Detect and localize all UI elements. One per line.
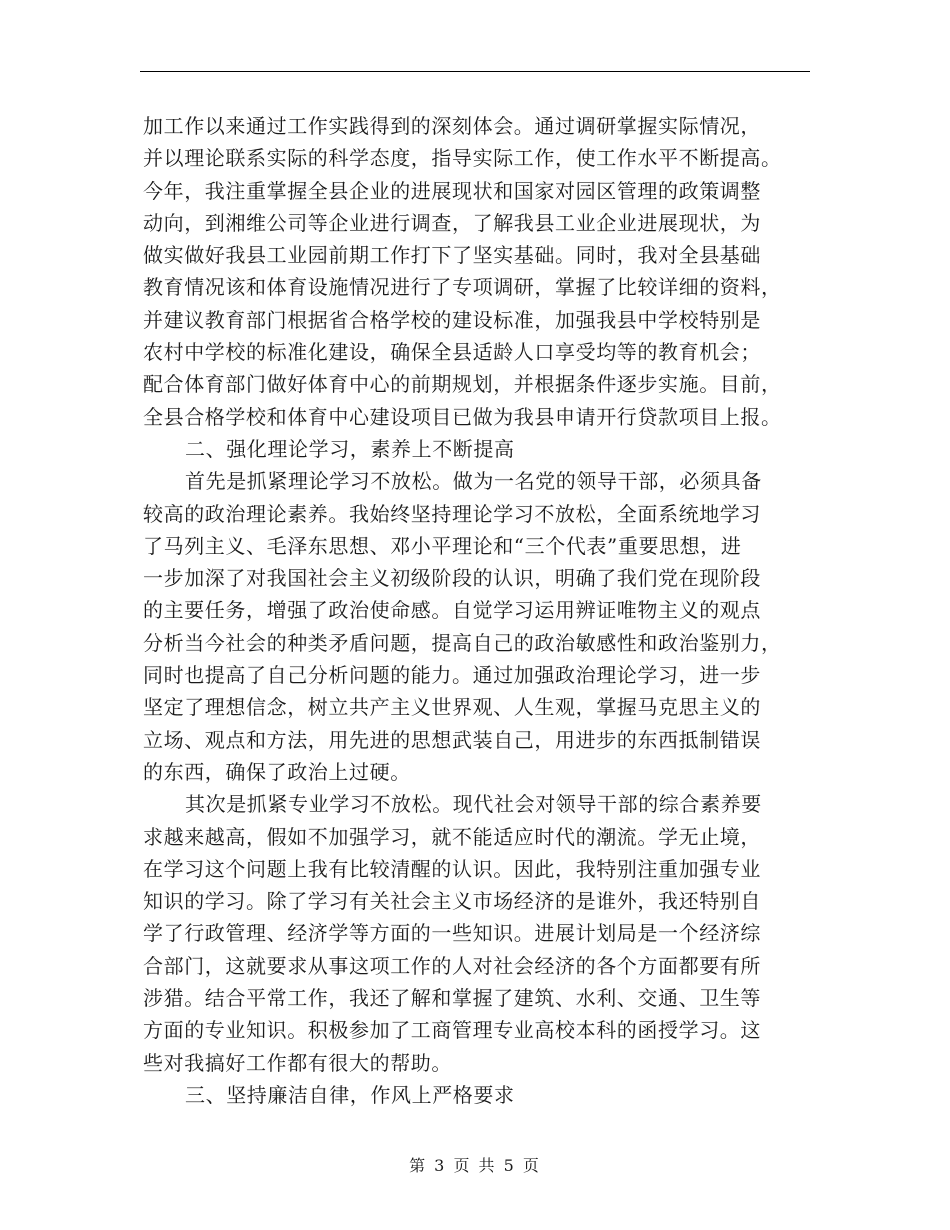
paragraph-line: 了马列主义、毛泽东思想、邓小平理论和“三个代表”重要思想，进 — [143, 533, 742, 558]
body-text — [143, 110, 815, 1111]
paragraph-line: 较高的政治理论素养。我始终坚持理论学习不放松，全面系统地学习 — [143, 501, 761, 526]
paragraph-line: 同时也提高了自己分析问题的能力。通过加强政治理论学习，进一步 — [143, 663, 761, 688]
paragraph-line: 做实做好我县工业园前期工作打下了坚实基础。同时，我对全县基础 — [143, 243, 761, 268]
paragraph-line: 涉猎。结合平常工作，我还了解和掌握了建筑、水利、交通、卫生等 — [143, 986, 761, 1011]
page-footer: 第 3 页 共 5 页 — [409, 1156, 541, 1175]
paragraph-line: 教育情况该和体育设施情况进行了专项调研，掌握了比较详细的资料， — [143, 275, 782, 300]
paragraph-line: 配合体育部门做好体育中心的前期规划，并根据条件逐步实施。目前， — [143, 372, 782, 397]
paragraph-line: 知识的学习。除了学习有关社会主义市场经济的是谁外，我还特别自 — [143, 889, 761, 914]
paragraph-line: 坚定了理想信念，树立共产主义世界观、人生观，掌握马克思主义的 — [143, 695, 761, 720]
paragraph-line: 合部门，这就要求从事这项工作的人对社会经济的各个方面都要有所 — [143, 953, 761, 978]
paragraph-line: 的主要任务，增强了政治使命感。自觉学习运用辨证唯物主义的观点 — [143, 598, 761, 623]
paragraph-line: 今年，我注重掌握全县企业的进展现状和国家对园区管理的政策调整 — [143, 178, 761, 203]
paragraph-line: 些对我搞好工作都有很大的帮助。 — [143, 1050, 452, 1075]
paragraph-line: 并建议教育部门根据省合格学校的建设标准，加强我县中学校特别是 — [143, 307, 761, 332]
paragraph-line: 立场、观点和方法，用先进的思想武装自己，用进步的东西抵制错误 — [143, 727, 761, 752]
paragraph-line: 的东西，确保了政治上过硬。 — [143, 759, 411, 784]
paragraph-line: 方面的专业知识。积极参加了工商管理专业高校本科的函授学习。这 — [143, 1018, 761, 1043]
paragraph-line: 学了行政管理、经济学等方面的一些知识。进展计划局是一个经济综 — [143, 921, 761, 946]
paragraph-line: 动向，到湘维公司等企业进行调查，了解我县工业企业进展现状，为 — [143, 210, 761, 235]
paragraph-line-indented: 首先是抓紧理论学习不放松。做为一名党的领导干部，必须具备 — [185, 469, 762, 494]
paragraph-line: 求越来越高，假如不加强学习，就不能适应时代的潮流。学无止境， — [143, 824, 761, 849]
paragraph-line-indented: 其次是抓紧专业学习不放松。现代社会对领导干部的综合素养要 — [185, 792, 762, 817]
paragraph-line-indented: 二、强化理论学习，素养上不断提高 — [185, 436, 515, 461]
paragraph-line: 全县合格学校和体育中心建设项目已做为我县申请开行贷款项目上报。 — [143, 404, 782, 429]
paragraph-line: 在学习这个问题上我有比较清醒的认识。因此，我特别注重加强专业 — [143, 856, 761, 881]
paragraph-line: 分析当今社会的种类矛盾问题，提高自己的政治敏感性和政治鉴别力， — [143, 630, 782, 655]
paragraph-line: 一步加深了对我国社会主义初级阶段的认识，明确了我们党在现阶段 — [143, 566, 761, 591]
paragraph-line: 加工作以来通过工作实践得到的深刻体会。通过调研掌握实际情况， — [143, 114, 761, 138]
header-rule — [140, 71, 810, 72]
paragraph-line: 农村中学校的标准化建设，确保全县适龄人口享受均等的教育机会； — [143, 340, 761, 365]
paragraph-line-indented: 三、坚持廉洁自律，作风上严格要求 — [185, 1082, 515, 1107]
paragraph-line: 并以理论联系实际的科学态度，指导实际工作，使工作水平不断提高。 — [143, 146, 782, 171]
